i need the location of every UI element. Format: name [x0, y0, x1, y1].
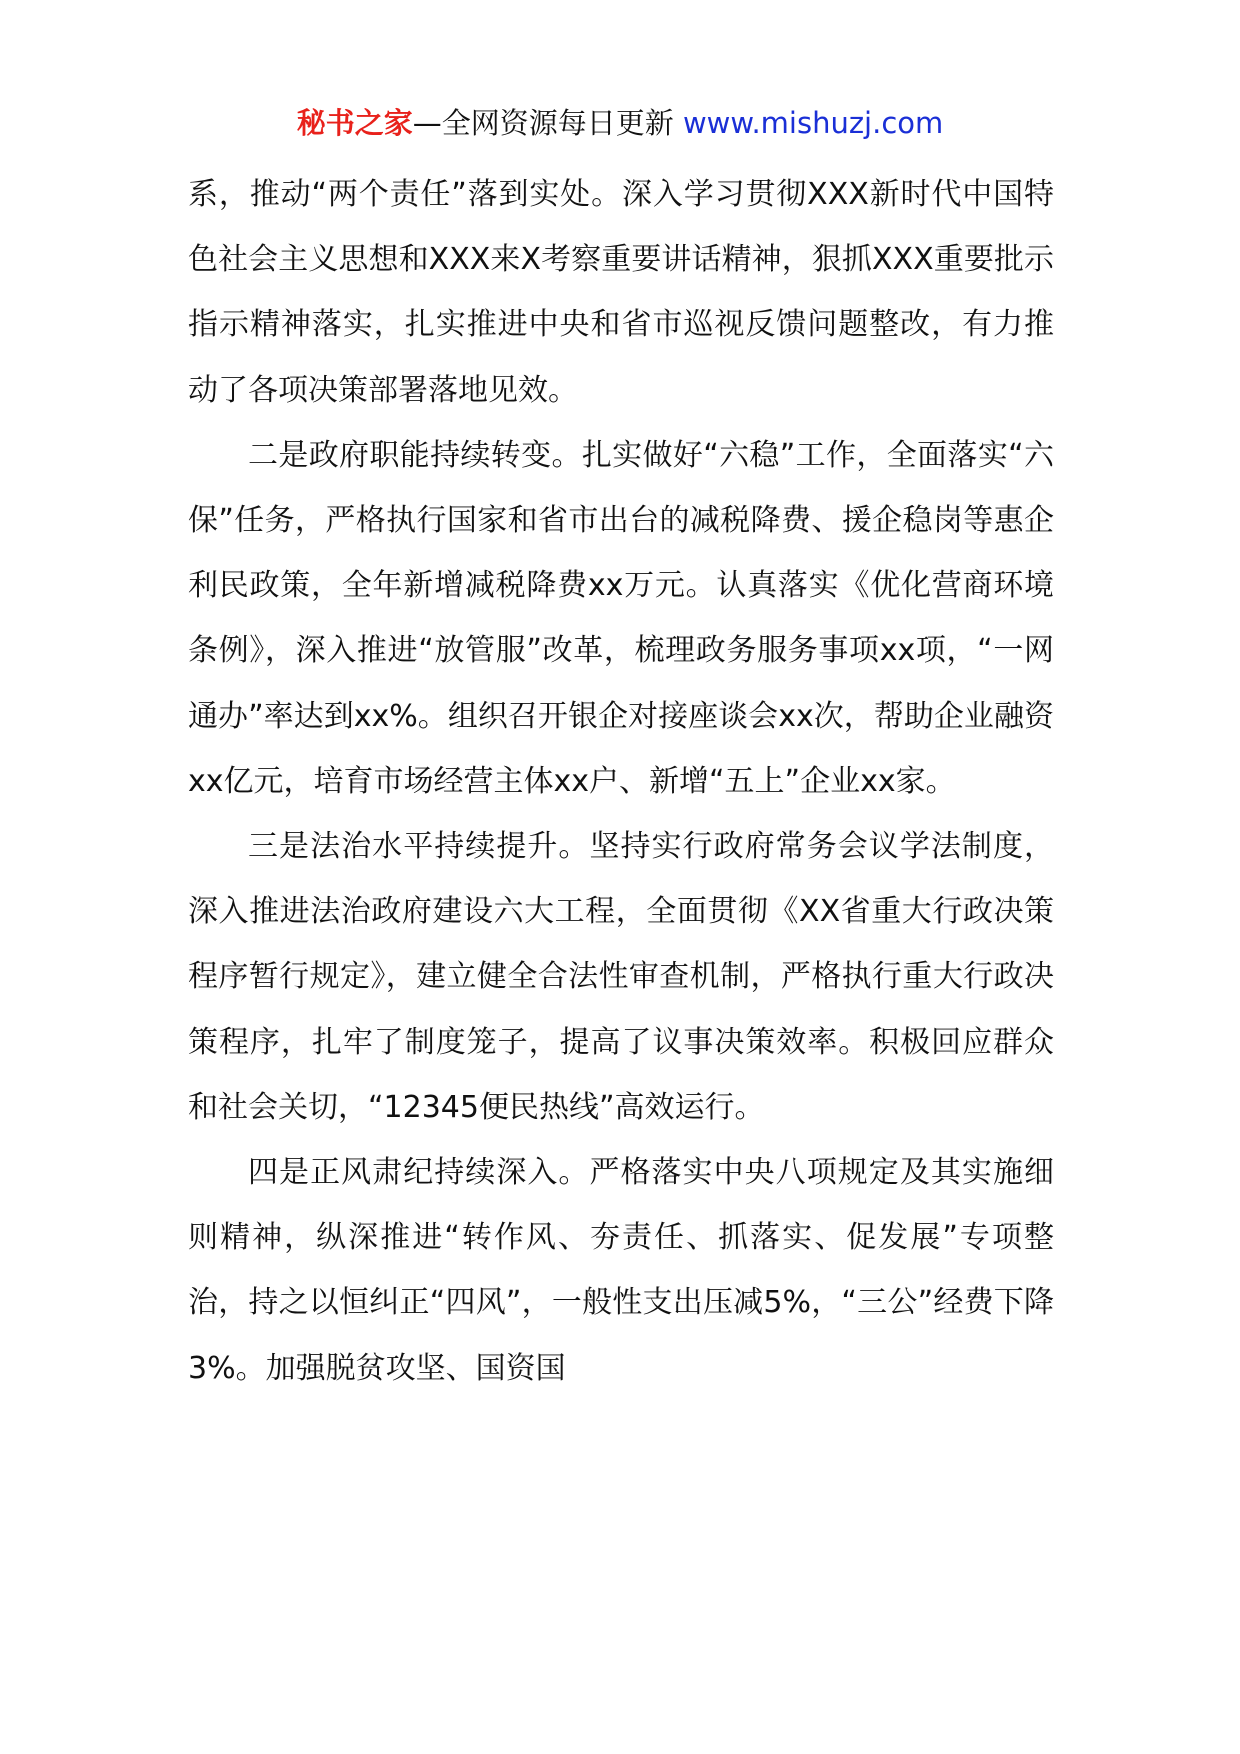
site-header: [0, 103, 1240, 143]
paragraph-government-functions: 二是政府职能持续转变。扎实做好“六稳”工作，全面落实“六保”任务，严格执行国家和省市出台的减税降费、援企稳岗等惠企利民政策，全年新增减税降费xx万元。认真落实《优化营商环境条例》，深入推进“放管服”改革，梳理政务服务事项xx项，“一网通办”率达到xx%。组织召开银企对接座谈会xx次，帮助企业融资xx亿元，培育市场经营主体xx户、新增“五上”企业xx家。: [188, 437, 1054, 799]
header-tagline: —全网资源每日更新: [412, 106, 674, 140]
website-link[interactable]: www.mishuzj.com: [682, 106, 944, 140]
paragraph-discipline: 四是正风肃纪持续深入。严格落实中央八项规定及其实施细则精神，纵深推进“转作风、夯责任、抓落实、促发展”专项整治，持之以恒纠正“四风”，一般性支出压减5%，“三公”经费下降3%。加强脱贫攻坚、国资国: [188, 1155, 1054, 1386]
brand-name: 秘书之家: [296, 106, 413, 140]
document-body: [188, 162, 1054, 1401]
paragraph-rule-of-law: 三是法治水平持续提升。坚持实行政府常务会议学法制度，深入推进法治政府建设六大工程，全面贯彻《XX省重大行政决策程序暂行规定》，建立健全合法性审查机制，严格执行重大行政决策程序，扎牢了制度笼子，提高了议事决策效率。积极回应群众和社会关切，“12345便民热线”高效运行。: [188, 829, 1054, 1125]
paragraph-continuation: 系，推动“两个责任”落到实处。深入学习贯彻XXX新时代中国特色社会主义思想和XXX来X考察重要讲话精神，狠抓XXX重要批示指示精神落实，扎实推进中央和省市巡视反馈问题整改，有力推动了各项决策部署落地见效。: [188, 177, 1054, 408]
